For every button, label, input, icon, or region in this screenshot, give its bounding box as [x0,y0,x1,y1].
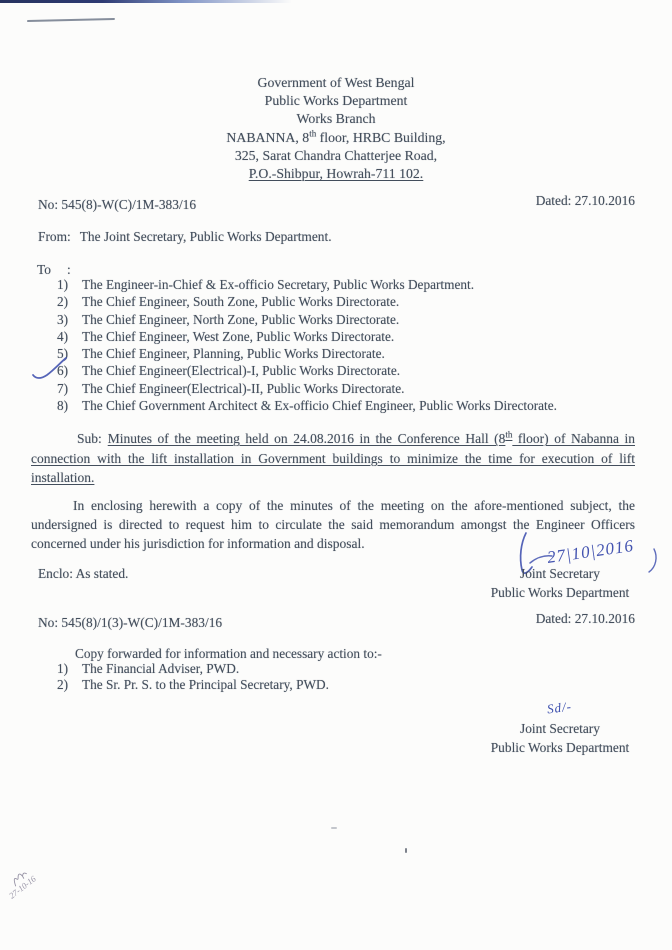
sd-handwriting: Sd/- [546,698,573,717]
tick-mark-annotation [31,356,71,382]
recipient-row [57,311,557,328]
letterhead-line-dept: Public Works Department [264,93,408,109]
recipient-text: The Chief Engineer, North Zone, Public Works Directorate. [82,311,400,327]
recipient-row [57,328,557,345]
margin-initials-note [1,866,37,900]
from-text: The Joint Secretary, Public Works Department. [79,229,332,244]
signatory-department: Public Works Department [490,584,630,600]
to-colon: : [66,262,71,277]
signature-block-1 [452,565,668,602]
letterhead-building-pre: NABANNA, 8 [226,129,310,145]
subject-line-3 [31,468,635,488]
signature-block-2 [452,720,668,757]
subject-paragraph [31,429,635,488]
recipient-text: The Chief Engineer, Planning, Public Works Directorate. [82,346,385,361]
letterhead-line-org: Government of West Bengal [257,75,415,90]
letterhead-line-po [0,165,672,183]
subject-text-1b: floor) of Nabanna in [512,431,635,446]
letterhead-line-building [0,129,672,147]
recipient-number: 7) [57,380,69,396]
reference-row-1 [38,193,635,213]
letterhead-building-post: floor, HRBC Building, [316,129,446,145]
recipient-number: 6) [57,363,69,379]
copy-text: The Financial Adviser, PWD. [82,661,240,676]
recipient-text: The Chief Engineer, West Zone, Public Works Directorate. [82,328,395,344]
recipient-text: The Chief Engineer(Electrical)-II, Public Works Directorate. [82,380,405,396]
reference-row-2 [38,611,635,631]
letterhead [0,74,672,183]
letterhead-po-underlined: P.O.-Shibpur, Howrah-711 102. [248,166,424,182]
copy-forward-row [57,661,329,677]
margin-date-note: 27-10-16 [6,873,38,901]
body-line-3: concerned under his jurisdiction for information and disposal. [31,535,365,551]
from-label: From: [38,229,71,244]
subject-text-2: connection with the lift installation in Government buildings to minimize the time for execution of lift [31,450,635,466]
subject-text-3: installation. [31,470,95,486]
recipient-text: The Chief Engineer(Electrical)-I, Public Works Directorate. [82,363,401,379]
recipient-number: 2) [57,294,69,310]
recipient-row [57,276,557,293]
enclosure-note: Enclo: As stated. [38,566,129,581]
recipient-text: The Engineer-in-Chief & Ex-officio Secretary, Public Works Department. [82,277,475,292]
copy-forward-intro: Copy forwarded for information and necessary action to:- [75,646,382,661]
pen-dash-mark [27,18,115,23]
recipient-number: 1) [57,277,69,292]
ink-speck [331,827,337,829]
memo-number-2: No: 545(8)/1(3)-W(C)/1M-383/16 [38,615,223,630]
body-line-2: undersigned is directed to request him to circulate the said memorandum amongst the Engineer Officers [31,516,635,532]
recipient-row [57,293,557,310]
letterhead-line-branch: Works Branch [296,111,376,127]
to-label: To [37,262,51,277]
subject-label: Sub: [77,431,102,446]
memo-date-1: Dated: 27.10.2016 [535,193,635,208]
letterhead-line-street: 325, Sarat Chandra Chatterjee Road, [234,147,438,163]
subject-line-2 [31,449,635,469]
recipient-number: 4) [57,328,69,344]
signatory-title: Joint Secretary [520,566,600,581]
recipients-list [57,276,557,414]
subject-line-1 [31,429,635,449]
superscript-th: th [309,128,317,139]
recipient-number: 3) [57,311,69,327]
signatory-title: Joint Secretary [520,721,600,736]
copy-forward-list [57,661,329,692]
recipient-row [57,345,557,362]
recipient-text: The Chief Government Architect & Ex-officio Chief Engineer, Public Works Directorate. [82,397,557,413]
recipient-row [57,362,557,379]
recipient-row [57,397,557,414]
copy-forward-row [57,677,329,693]
scan-edge-strip [0,0,292,3]
from-line [38,229,332,245]
recipient-number: 5) [57,346,69,361]
superscript-th: th [505,429,513,440]
recipient-number: 8) [57,397,69,413]
memo-date-2: Dated: 27.10.2016 [535,611,635,626]
recipient-text: The Chief Engineer, South Zone, Public Works Directorate. [82,294,400,310]
subject-text-1: Minutes of the meeting held on 24.08.2016 in the Conference Hall (8 [107,431,506,446]
ink-speck [405,848,407,853]
copy-number: 1) [57,661,69,676]
memo-number-1: No: 545(8)-W(C)/1M-383/16 [38,197,197,212]
copy-number: 2) [57,676,69,692]
signature-date-handwriting: 27|10|2016 [545,535,636,567]
body-line-1: In enclosing herewith a copy of the minutes of the meeting on the afore-mentioned subject, the [73,498,635,513]
signatory-department: Public Works Department [490,739,630,755]
recipient-row [57,380,557,397]
copy-text: The Sr. Pr. S. to the Principal Secretary, PWD. [82,676,329,692]
